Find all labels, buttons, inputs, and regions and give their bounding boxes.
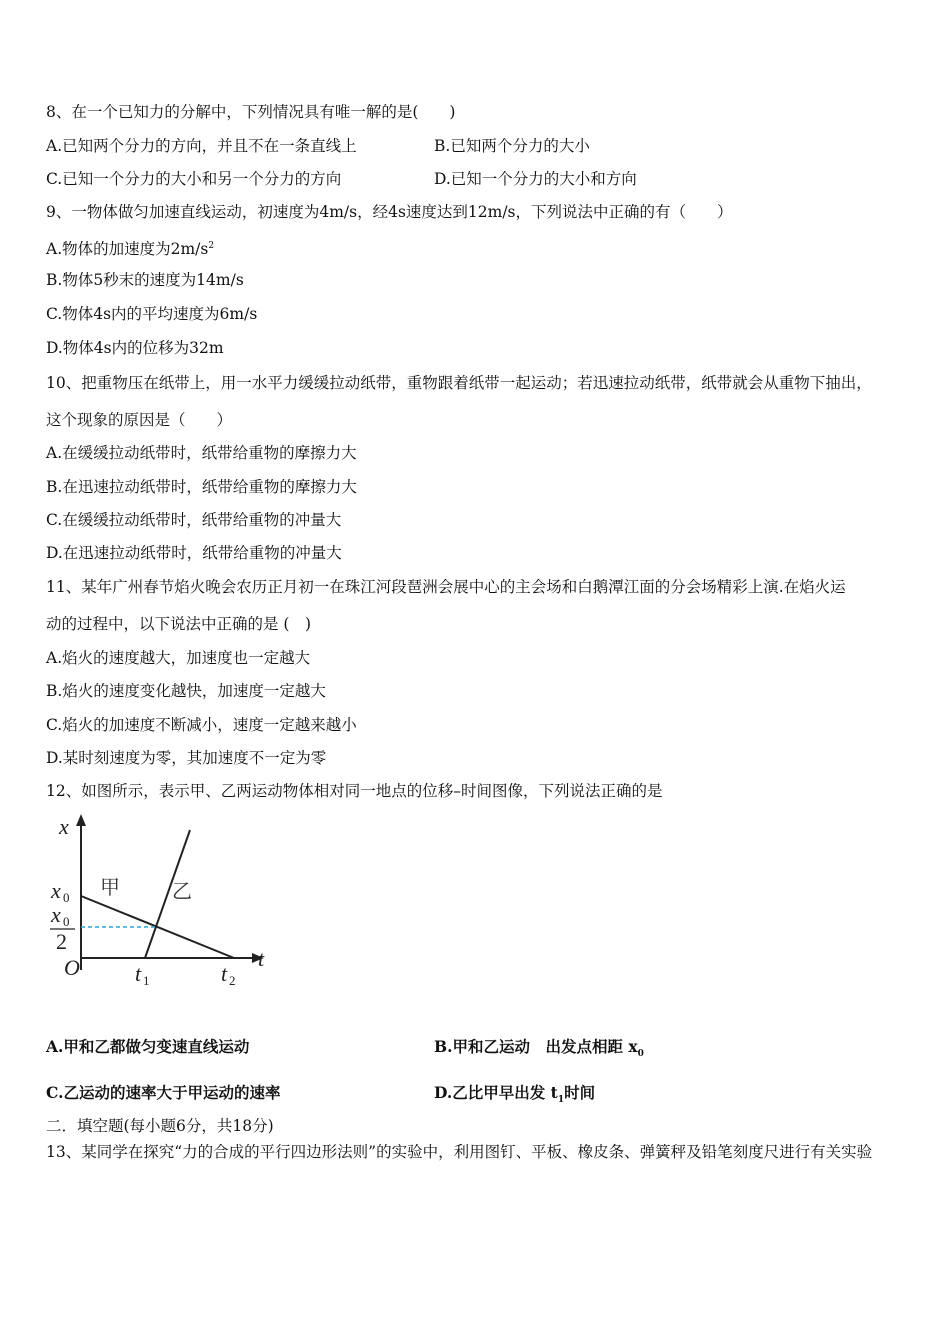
q9-option-b: B.物体5秒末的速度为14m/s [46, 271, 244, 289]
q9-option-c: C.物体4s内的平均速度为6m/s [46, 305, 258, 323]
axis-label-x: x [59, 814, 69, 839]
q9-stem: 9、一物体做匀加速直线运动，初速度为4m/s，经4s速度达到12m/s，下列说法中正确的有（ ） [46, 203, 733, 221]
q10-option-b: B.在迅速拉动纸带时，纸带给重物的摩擦力大 [46, 478, 357, 496]
t2-label: t [221, 961, 228, 986]
origin-label: O [64, 955, 80, 980]
xt-graph-figure [44, 812, 284, 992]
q8-option-d: D.已知一个分力的大小和方向 [434, 170, 637, 188]
q12-option-c: C.乙运动的速率大于甲运动的速率 [46, 1083, 281, 1102]
q10-option-c: C.在缓缓拉动纸带时，纸带给重物的冲量大 [46, 511, 342, 529]
q11-option-a: A.焰火的速度越大，加速度也一定越大 [46, 649, 311, 667]
section2-heading: 二．填空题(每小题6分，共18分) [46, 1117, 274, 1135]
half-x0-numerator: x [51, 902, 61, 927]
q10-option-d: D.在迅速拉动纸带时，纸带给重物的冲量大 [46, 544, 342, 562]
q11-stem-line1: 11、某年广州春节焰火晚会农历正月初一在珠江河段琶洲会展中心的主会场和白鹅潭江面的分会场精彩上演.在焰火运 [46, 578, 846, 596]
axis-label-t: t [258, 946, 265, 971]
q9-option-d: D.物体4s内的位移为32m [46, 339, 224, 357]
half-x0-numerator-sub: 0 [63, 914, 70, 929]
q11-stem-line2: 动的过程中，以下说法中正确的是 ( ) [46, 615, 312, 633]
q10-option-a: A.在缓缓拉动纸带时，纸带给重物的摩擦力大 [46, 444, 357, 462]
q12-option-b [434, 1037, 644, 1064]
q8-option-c: C.已知一个分力的大小和另一个分力的方向 [46, 170, 342, 188]
label-yi: 乙 [172, 879, 192, 903]
q12-option-d [434, 1083, 595, 1110]
q12-option-a: A.甲和乙都做匀变速直线运动 [46, 1037, 250, 1056]
q12-option-b-sub: 0 [637, 1049, 644, 1060]
q10-stem-line2: 这个现象的原因是（ ） [46, 411, 233, 429]
q12-stem: 12、如图所示，表示甲、乙两运动物体相对同一地点的位移–时间图像，下列说法正确的是 [46, 782, 663, 800]
xt-graph-svg [44, 812, 284, 992]
q11-option-c: C.焰火的加速度不断减小，速度一定越来越小 [46, 716, 357, 734]
q9-option-a [46, 236, 214, 259]
q13-stem: 13、某同学在探究“力的合成的平行四边形法则”的实验中，利用图钉、平板、橡皮条、弹簧秤及铅笔刻度尺进行有关实验 [46, 1143, 873, 1161]
x0-sub: 0 [63, 890, 70, 905]
label-jia: 甲 [100, 875, 120, 899]
q8-stem: 8、在一个已知力的分解中，下列情况具有唯一解的是( ) [46, 103, 456, 121]
half-x0-denominator: 2 [56, 929, 67, 954]
q12-option-d-text: D.乙比甲早出发 t [434, 1083, 558, 1102]
y-axis-arrow [76, 814, 86, 826]
q11-option-b: B.焰火的速度变化越快，加速度一定越大 [46, 682, 326, 700]
x0-label: x [51, 878, 61, 903]
q11-option-d: D.某时刻速度为零，其加速度不一定为零 [46, 749, 327, 767]
q9-option-a-sup: 2 [208, 241, 215, 251]
t1-sub: 1 [143, 973, 150, 988]
t2-sub: 2 [229, 973, 236, 988]
q12-option-b-text: B.甲和乙运动 出发点相距 x [434, 1037, 638, 1056]
q12-option-d-sub: 1 [557, 1095, 565, 1106]
q9-option-a-text: A.物体的加速度为2m/s [46, 240, 209, 259]
q8-option-b: B.已知两个分力的大小 [434, 137, 590, 155]
q10-stem-line1: 10、把重物压在纸带上，用一水平力缓缓拉动纸带，重物跟着纸带一起运动；若迅速拉动纸带，纸带就会从重物下抽出， [46, 374, 872, 392]
t1-label: t [135, 961, 142, 986]
q12-option-d-tail: 时间 [564, 1083, 596, 1102]
q8-option-a: A.已知两个分力的方向，并且不在一条直线上 [46, 137, 357, 155]
